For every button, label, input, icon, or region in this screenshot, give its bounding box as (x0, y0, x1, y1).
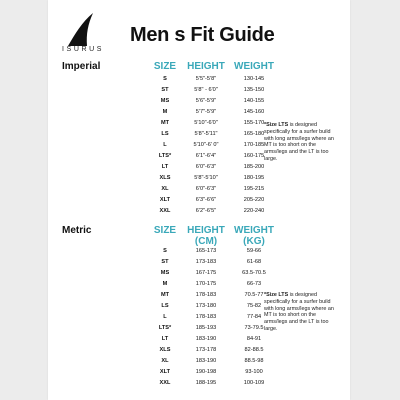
table-row (48, 207, 350, 219)
height-cell: 185-193 (195, 325, 217, 331)
note-body: is designed specifically for a surfer build with long arms/legs where an MT is too short on the arms/legs and the LT is too large. (264, 122, 334, 162)
weight-cell: 75-82 (246, 303, 262, 309)
weight-cell: 70.5-77 (244, 292, 264, 298)
weight-cell: 61-68 (246, 259, 262, 265)
height-cell: 173-183 (195, 259, 217, 265)
size-cell: MT (160, 292, 170, 298)
height-cell: 178-183 (195, 314, 217, 320)
height-cell: 165-173 (195, 248, 217, 254)
weight-cell: 155-170 (243, 120, 265, 126)
weight-cell: 63.5-70.5 (242, 270, 266, 276)
height-cell: 173-180 (195, 303, 217, 309)
height-cell: 178-183 (195, 292, 217, 298)
weight-cell: 130-145 (243, 76, 265, 82)
brand-logo-text: ISURUS (62, 46, 105, 53)
metric-height-header-label: HEIGHT (187, 225, 225, 236)
height-cell: 5'8"-5'10" (194, 175, 218, 181)
size-cell: S (163, 248, 167, 254)
height-cell: 190-198 (195, 369, 217, 375)
height-cell: 5'10"-6' 0" (193, 142, 219, 148)
height-cell: 188-195 (195, 380, 217, 386)
size-cell: LTS* (158, 153, 172, 159)
height-cell: 6'1"-6'4" (195, 153, 217, 159)
metric-weight-header-label: WEIGHT (234, 225, 274, 236)
size-cell: S (163, 76, 167, 82)
size-cell: XLT (159, 197, 171, 203)
size-cell: LT (161, 336, 169, 342)
weight-cell: 82-88.5 (244, 347, 264, 353)
weight-cell: 170-185 (243, 142, 265, 148)
weight-cell: 195-215 (243, 186, 265, 192)
weight-cell: 88.5-98 (244, 358, 264, 364)
height-cell: 170-175 (195, 281, 217, 287)
fit-guide-sheet (48, 0, 350, 400)
size-cell: ST (161, 259, 169, 265)
imperial-size-header: SIZE (153, 61, 177, 72)
size-cell: MS (160, 98, 170, 104)
note-lead: *Size LTS (264, 122, 289, 128)
height-cell: 5'8"-5'11" (194, 131, 218, 137)
size-cell: XLT (159, 369, 171, 375)
metric-weight-header (232, 225, 276, 247)
metric-weight-unit: (KG) (243, 236, 265, 247)
height-cell: 5'5"-5'8" (195, 76, 217, 82)
metric-lts-note (264, 292, 340, 333)
size-cell: ST (161, 87, 169, 93)
height-cell: 5'10"-6'0" (194, 120, 218, 126)
imperial-height-header: HEIGHT (187, 61, 225, 72)
height-cell: 6'2"-6'5" (195, 208, 217, 214)
height-cell: 173-178 (195, 347, 217, 353)
size-cell: L (163, 142, 167, 148)
metric-height-unit: (CM) (194, 236, 218, 247)
weight-cell: 77-84 (246, 314, 262, 320)
height-cell: 5'8" - 6'0" (194, 87, 218, 93)
metric-section-label: Metric (62, 225, 92, 236)
weight-cell: 93-100 (245, 369, 263, 375)
height-cell: 5'7"-5'9" (195, 109, 217, 115)
weight-cell: 140-155 (243, 98, 265, 104)
height-cell: 6'0"-6'3" (195, 164, 217, 170)
size-cell: MT (160, 120, 170, 126)
weight-cell: 205-220 (243, 197, 265, 203)
imperial-lts-note (264, 122, 340, 163)
height-cell: 6'0"-6'3" (195, 186, 217, 192)
imperial-section-label: Imperial (62, 61, 101, 72)
size-cell: XLS (159, 347, 171, 353)
weight-cell: 160-175 (243, 153, 265, 159)
weight-cell: 66-73 (246, 281, 262, 287)
size-cell: LT (161, 164, 169, 170)
size-cell: L (163, 314, 167, 320)
weight-cell: 84-91 (246, 336, 262, 342)
weight-cell: 135-150 (243, 87, 265, 93)
size-cell: M (162, 281, 168, 287)
size-cell: LS (161, 303, 169, 309)
size-cell: LS (161, 131, 169, 137)
note-lead: *Size LTS (264, 292, 289, 298)
size-cell: XL (161, 186, 169, 192)
height-cell: 167-175 (195, 270, 217, 276)
height-cell: 6'3"-6'6" (195, 197, 217, 203)
size-cell: LTS* (158, 325, 172, 331)
note-body: is designed specifically for a surfer build with long arms/legs where an MT is too short on the arms/legs and the LT is too large. (264, 292, 334, 332)
metric-size-header: SIZE (153, 225, 177, 236)
size-cell: XL (161, 358, 169, 364)
size-cell: M (162, 109, 168, 115)
size-cell: XLS (159, 175, 171, 181)
weight-cell: 100-109 (243, 380, 265, 386)
weight-cell: 145-160 (243, 109, 265, 115)
size-cell: XXL (159, 208, 171, 214)
table-row (48, 379, 350, 391)
weight-cell: 180-195 (243, 175, 265, 181)
height-cell: 5'6"-5'9" (195, 98, 217, 104)
metric-height-header (182, 225, 230, 247)
size-cell: XXL (159, 380, 171, 386)
weight-cell: 59-66 (246, 248, 262, 254)
height-cell: 183-190 (195, 336, 217, 342)
fin-logo-icon (66, 12, 94, 46)
weight-cell: 165-180 (243, 131, 265, 137)
height-cell: 183-190 (195, 358, 217, 364)
weight-cell: 185-200 (243, 164, 265, 170)
weight-cell: 220-240 (243, 208, 265, 214)
size-cell: MS (160, 270, 170, 276)
imperial-weight-header: WEIGHT (234, 61, 274, 72)
weight-cell: 73-79.5 (244, 325, 264, 331)
page-title: Men s Fit Guide (130, 24, 275, 46)
